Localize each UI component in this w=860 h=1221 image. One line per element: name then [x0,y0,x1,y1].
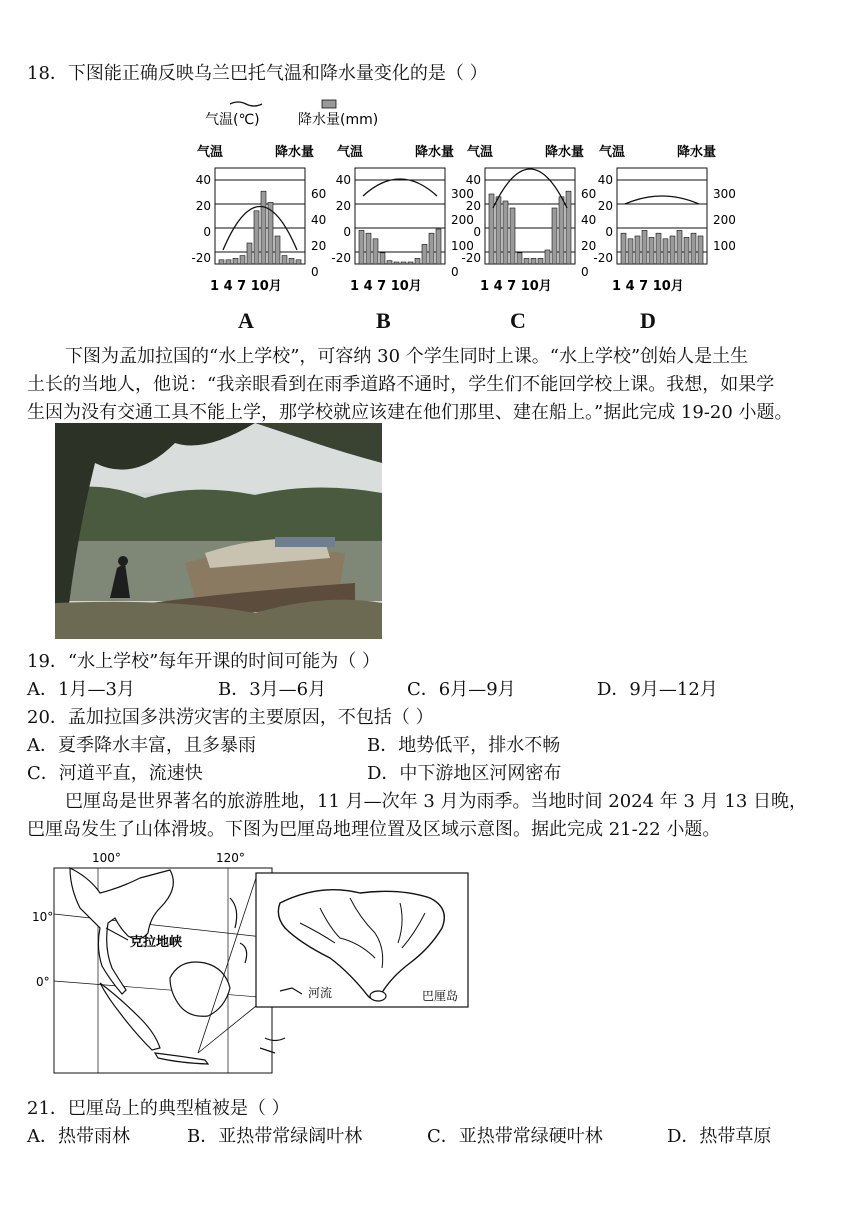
precip-bar [219,260,224,264]
precip-bar [677,230,682,264]
q20-option-a[interactable]: A．夏季降水丰富，且多暴雨 [27,735,256,756]
map-lon-100: 100° [92,851,121,865]
chart-letter-c: C [510,308,526,333]
chart-left-tick: 20 [465,199,481,213]
precip-bar [538,258,543,264]
chart-left-tick: 0 [605,225,613,239]
passage2-line2: 巴厘岛发生了山体滑坡。下图为巴厘岛地理位置及区域示意图。据此完成 21-22 小题。 [27,819,721,840]
chart-left-label: 气温 [599,145,626,160]
temp-curve [363,179,437,196]
chart-right-tick: 0 [581,265,589,279]
q20-stem: 20．孟加拉国多洪涝灾害的主要原因，不包括（ ） [27,707,434,728]
chart-right-tick: 100 [713,239,736,253]
precip-bar [387,261,392,264]
chart-left-label: 气温 [467,145,494,160]
precip-bar [296,260,301,264]
chart-left-tick: 40 [465,173,481,187]
chart-left-tick: 0 [203,225,211,239]
q20-option-c[interactable]: C．河道平直，流速快 [27,763,203,784]
chart-right-tick: 300 [713,187,736,201]
precip-bar [503,201,508,264]
climate-chart-a [191,138,355,298]
q21-option-b[interactable]: B．亚热带常绿阔叶林 [187,1126,363,1147]
q19-stem: 19．“水上学校”每年开课的时间可能为（ ） [27,651,381,672]
chart-month-axis: 1 4 7 10月 [480,279,552,294]
precip-bar [552,208,557,264]
chart-left-tick: 40 [335,173,351,187]
chart-left-tick: -20 [461,251,481,265]
bali-location-map [30,848,480,1078]
precip-bar [684,237,689,264]
chart-left-tick: 0 [473,225,481,239]
precip-bar [691,233,696,264]
precip-bar [436,229,441,264]
precip-bar [422,244,427,264]
map-label-bali: 巴厘岛 [422,989,459,1003]
chart-left-label: 气温 [337,145,364,160]
chart-left-tick: 20 [597,199,613,213]
chart-left-tick: 20 [335,199,351,213]
map-lat-0: 0° [36,975,50,989]
precip-bar [408,262,413,264]
precip-bar [628,239,633,264]
chart-right-label: 降水量 [677,145,717,160]
precip-bar [282,256,287,264]
precip-bar [545,250,550,264]
precip-bar [401,262,406,264]
q19-option-d[interactable]: D．9月—12月 [597,679,718,700]
precip-bar [656,233,661,264]
precip-bar [642,230,647,264]
q19-option-a[interactable]: A．1月—3月 [27,679,135,700]
chart-right-label: 降水量 [275,145,315,160]
precip-bar [247,243,252,264]
precip-bar [566,191,571,264]
chart-letter-a: A [238,308,254,333]
chart-left-tick: -20 [593,251,613,265]
chart-right-tick: 40 [311,213,327,227]
chart-left-tick: -20 [331,251,351,265]
q18-stem: 18．下图能正确反映乌兰巴托气温和降水量变化的是（ ） [27,63,488,84]
precip-bar [621,233,626,264]
floating-school-photo [55,423,382,639]
chart-letter-b: B [376,308,391,333]
chart-right-tick: 20 [311,239,327,253]
chart-right-tick: 60 [311,187,327,201]
map-lon-120: 120° [216,851,245,865]
precip-bar [226,260,231,264]
chart-left-tick: 40 [597,173,613,187]
precip-bar [380,253,385,264]
chart-right-tick: 0 [311,265,319,279]
precip-bar [698,236,703,264]
q21-stem: 21．巴厘岛上的典型植被是（ ） [27,1098,290,1119]
chart-month-axis: 1 4 7 10月 [350,279,422,294]
precip-bar [289,258,294,264]
q21-option-d[interactable]: D．热带草原 [667,1126,772,1147]
precip-bar [240,256,245,264]
chart-month-axis: 1 4 7 10月 [210,279,282,294]
chart-left-tick: 40 [195,173,211,187]
passage2-line1: 巴厘岛是世界著名的旅游胜地，11 月—次年 3 月为雨季。当地时间 2024 年 3 月 13 日晚， [65,791,808,812]
q21-option-c[interactable]: C．亚热带常绿硬叶林 [427,1126,603,1147]
passage1-line2: 土长的当地人，他说：“我亲眼看到在雨季道路不通时，学生们不能回学校上课。我想，如果学 [27,374,775,395]
chart-right-tick: 200 [451,213,474,227]
chart-left-tick: 20 [195,199,211,213]
precip-bar [373,239,378,264]
precip-bar [254,211,259,264]
chart-right-tick: 200 [713,213,736,227]
precip-bar [663,239,668,264]
precip-bar [394,262,399,264]
q19-option-c[interactable]: C．6月—9月 [407,679,516,700]
precip-bar [489,194,494,264]
chart-legend [200,100,390,132]
precip-bar [649,237,654,264]
chart-right-tick: 60 [581,187,597,201]
precip-bar [496,197,501,264]
temp-curve [625,196,699,204]
precip-bar [415,258,420,264]
q21-option-a[interactable]: A．热带雨林 [27,1126,130,1147]
precip-bar [635,236,640,264]
chart-right-tick: 300 [451,187,474,201]
map-label-kra: 克拉地峡 [130,935,183,950]
chart-right-label: 降水量 [415,145,455,160]
precip-bar [261,191,266,264]
chart-left-tick: 0 [343,225,351,239]
precip-bar [559,197,564,264]
legend-precip: 降水量(mm) [298,112,379,128]
precip-bar [366,233,371,264]
precip-bar [275,236,280,264]
map-lat-10: 10° [32,910,54,924]
precip-bar [670,236,675,264]
q19-option-b[interactable]: B．3月—6月 [218,679,327,700]
chart-letter-d: D [640,308,656,333]
precip-bar [531,258,536,264]
chart-right-tick: 0 [451,265,459,279]
precip-bar [359,230,364,264]
q20-option-d[interactable]: D．中下游地区河网密布 [367,763,562,784]
chart-left-tick: -20 [191,251,211,265]
precip-bar [429,233,434,264]
chart-month-axis: 1 4 7 10月 [612,279,684,294]
precip-bar [233,258,238,264]
q20-option-b[interactable]: B．地势低平，排水不畅 [367,735,561,756]
chart-right-tick: 20 [581,239,597,253]
map-label-river: 河流 [308,986,333,1000]
precip-bar [510,208,515,264]
passage1-line1: 下图为孟加拉国的“水上学校”，可容纳 30 个学生同时上课。“水上学校”创始人是土生 [65,346,749,367]
chart-left-label: 气温 [197,145,224,160]
precip-bar [524,258,529,264]
passage1-line3: 生因为没有交通工具不能上学，那学校就应该建在他们那里、建在船上。”据此完成 19-20 小题。 [27,402,793,423]
legend-temp: 气温(℃) [205,112,260,128]
climate-chart-d [593,138,757,298]
chart-right-tick: 40 [581,213,597,227]
precip-bar [517,253,522,264]
chart-right-label: 降水量 [545,145,585,160]
chart-right-tick: 100 [451,239,474,253]
